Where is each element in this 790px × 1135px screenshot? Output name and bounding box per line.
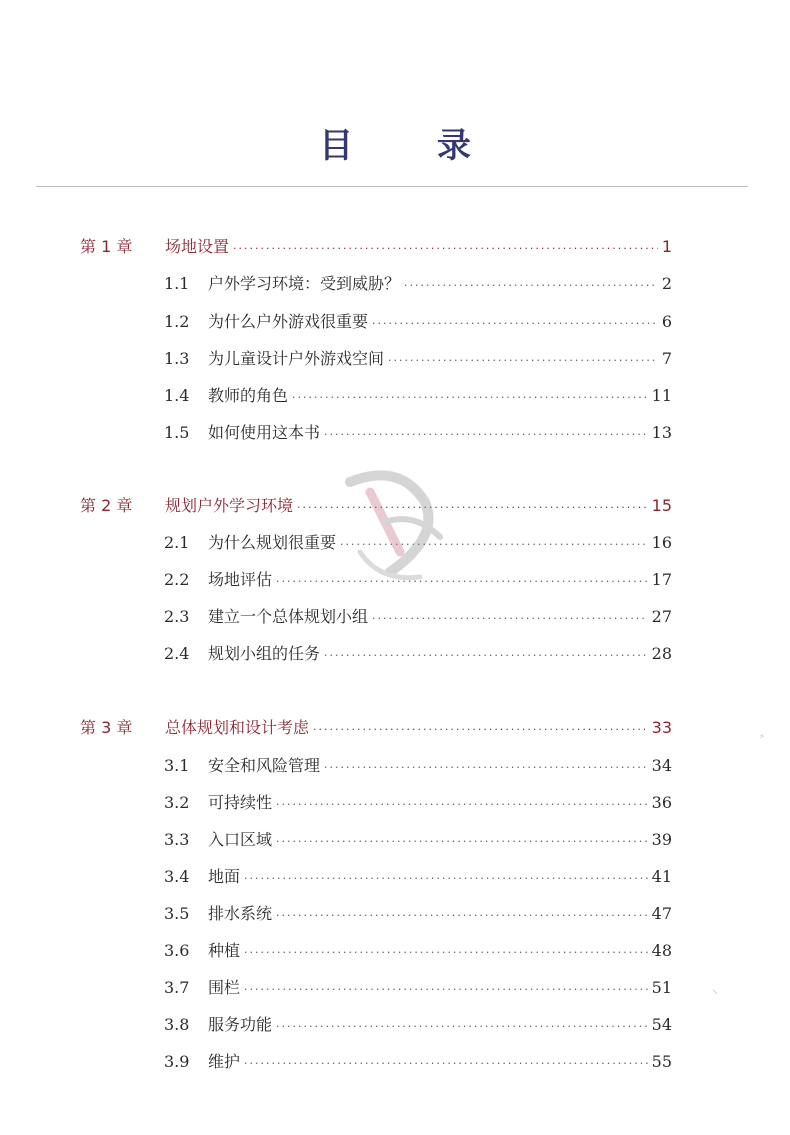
page-number: 11 — [651, 386, 672, 405]
section-3-2-entry[interactable] — [164, 790, 672, 814]
section-3-5-entry[interactable] — [164, 901, 672, 925]
page-title: 目 录 — [319, 126, 507, 166]
section-title: 入口区域 — [208, 830, 273, 849]
page-number: 15 — [651, 496, 672, 515]
dot-leader — [404, 279, 658, 292]
section-title: 维护 — [208, 1052, 241, 1071]
section-number: 2.3 — [164, 607, 190, 626]
dot-leader — [276, 835, 648, 848]
section-1-5-entry[interactable] — [164, 420, 672, 444]
section-number: 3.4 — [164, 867, 190, 886]
section-3-7-entry[interactable] — [164, 975, 672, 999]
section-3-3-entry[interactable] — [164, 827, 672, 851]
section-title: 为什么规划很重要 — [208, 533, 337, 552]
section-2-3-entry[interactable] — [164, 604, 672, 628]
section-number: 3.7 — [164, 978, 190, 997]
dot-leader — [244, 946, 648, 959]
page-number: 27 — [651, 607, 672, 626]
section-number: 2.1 — [164, 533, 190, 552]
section-2-4-entry[interactable] — [164, 641, 672, 665]
section-number: 3.8 — [164, 1015, 190, 1034]
page-number: 54 — [651, 1015, 672, 1034]
dot-leader — [324, 761, 648, 774]
section-number: 1.1 — [164, 274, 190, 293]
title-divider — [36, 186, 748, 187]
section-1-3-entry[interactable] — [164, 346, 672, 370]
section-title: 为儿童设计户外游戏空间 — [208, 349, 385, 368]
dot-leader — [324, 649, 648, 662]
section-title: 可持续性 — [208, 793, 273, 812]
page-number: 2 — [661, 274, 672, 293]
page-number: 41 — [651, 867, 672, 886]
scan-mark: ⸌ — [712, 987, 719, 1001]
page-number: 48 — [651, 941, 672, 960]
chapter-title: 场地设置 — [165, 237, 230, 256]
dot-leader — [372, 317, 658, 330]
chapter-title: 规划户外学习环境 — [165, 496, 294, 515]
section-title: 户外学习环境：受到威胁？ — [208, 274, 401, 293]
chapter-1-entry[interactable] — [80, 234, 672, 258]
section-title: 服务功能 — [208, 1015, 273, 1034]
page-number: 33 — [651, 718, 672, 737]
page-number: 47 — [651, 904, 672, 923]
chapter-number: 第 2 章 — [80, 496, 133, 515]
section-number: 1.3 — [164, 349, 190, 368]
section-title: 教师的角色 — [208, 386, 289, 405]
section-3-4-entry[interactable] — [164, 864, 672, 888]
page-number: 28 — [651, 644, 672, 663]
section-number: 2.4 — [164, 644, 190, 663]
section-3-8-entry[interactable] — [164, 1012, 672, 1036]
page-number: 6 — [661, 312, 672, 331]
section-title: 地面 — [208, 867, 241, 886]
scan-mark: ⸗ — [760, 728, 764, 742]
page-number: 7 — [661, 349, 672, 368]
section-1-4-entry[interactable] — [164, 383, 672, 407]
page-number: 36 — [651, 793, 672, 812]
section-3-9-entry[interactable] — [164, 1049, 672, 1073]
section-title: 种植 — [208, 941, 241, 960]
section-title: 如何使用这本书 — [208, 423, 321, 442]
section-number: 3.5 — [164, 904, 190, 923]
dot-leader — [388, 354, 658, 367]
section-number: 2.2 — [164, 570, 190, 589]
section-number: 3.3 — [164, 830, 190, 849]
section-title: 安全和风险管理 — [208, 756, 321, 775]
section-number: 1.5 — [164, 423, 190, 442]
watermark-logo — [330, 462, 450, 592]
dot-leader — [244, 872, 648, 885]
section-title: 排水系统 — [208, 904, 273, 923]
dot-leader — [372, 612, 648, 625]
chapter-title: 总体规划和设计考虑 — [165, 718, 310, 737]
dot-leader — [292, 391, 648, 404]
section-3-1-entry[interactable] — [164, 753, 672, 777]
dot-leader — [244, 983, 648, 996]
section-title: 规划小组的任务 — [208, 644, 321, 663]
dot-leader — [324, 428, 648, 441]
section-title: 建立一个总体规划小组 — [208, 607, 369, 626]
section-1-1-entry[interactable] — [164, 271, 672, 295]
dot-leader — [233, 242, 658, 255]
page-number: 34 — [651, 756, 672, 775]
page-number: 39 — [651, 830, 672, 849]
chapter-number: 第 3 章 — [80, 718, 133, 737]
dot-leader — [313, 723, 648, 736]
section-title: 为什么户外游戏很重要 — [208, 312, 369, 331]
section-title: 场地评估 — [208, 570, 273, 589]
dot-leader — [276, 1020, 648, 1033]
dot-leader — [276, 798, 648, 811]
page-number: 55 — [651, 1052, 672, 1071]
section-number: 3.1 — [164, 756, 190, 775]
section-title: 围栏 — [208, 978, 241, 997]
page-number: 17 — [651, 570, 672, 589]
section-3-6-entry[interactable] — [164, 938, 672, 962]
page-number: 13 — [651, 423, 672, 442]
chapter-number: 第 1 章 — [80, 237, 133, 256]
chapter-3-entry[interactable] — [80, 715, 672, 739]
section-1-2-entry[interactable] — [164, 309, 672, 333]
section-number: 1.4 — [164, 386, 190, 405]
page-number: 51 — [651, 978, 672, 997]
section-number: 3.2 — [164, 793, 190, 812]
section-number: 3.9 — [164, 1052, 190, 1071]
page-number: 1 — [661, 237, 672, 256]
dot-leader — [276, 909, 648, 922]
page-number: 16 — [651, 533, 672, 552]
section-number: 1.2 — [164, 312, 190, 331]
dot-leader — [244, 1057, 648, 1070]
section-number: 3.6 — [164, 941, 190, 960]
